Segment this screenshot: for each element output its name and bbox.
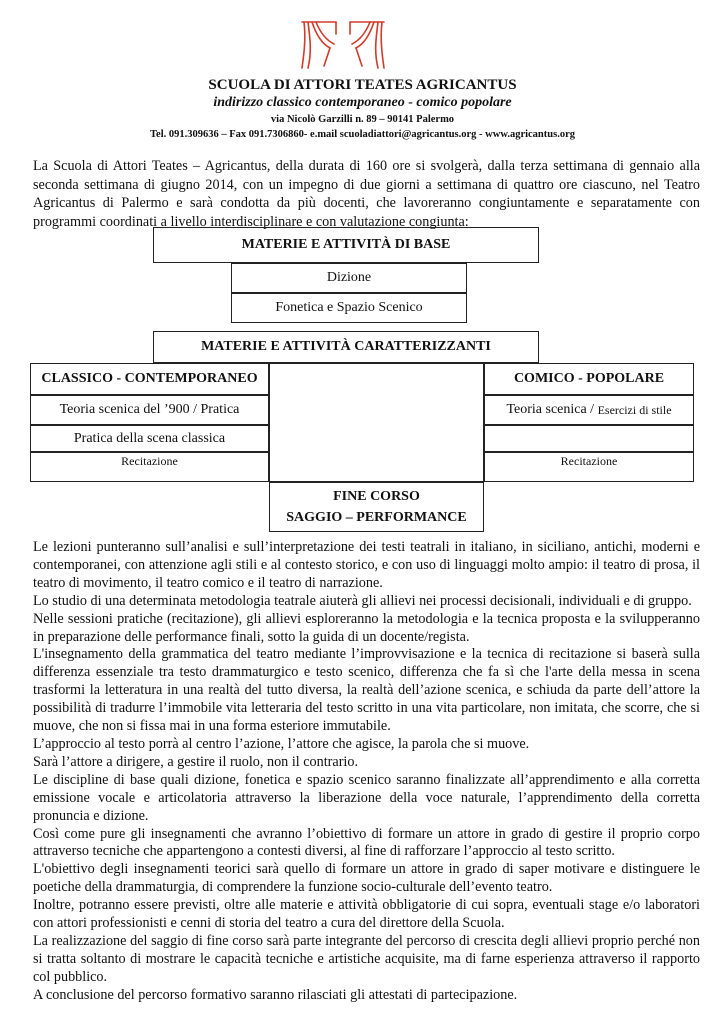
body-paragraph: Le discipline di base quali dizione, fonetica e spazio scenico saranno finalizzate all’apprendimento e alla corretta emissione vocale e articolatoria attraverso la liberazione della voce naturale, l’apprendimento della corretta pronuncia e dizione.	[33, 771, 700, 824]
body-paragraph: La realizzazione del saggio di fine corso sarà parte integrante del percorso di crescita degli allievi proprio perché non si tratta soltanto di mostrare le capacità tecniche e artistiche acquisite, ma di farne esperienza attraverso il rapporto col pubblico.	[33, 932, 700, 985]
comico-empty-cell	[484, 425, 694, 452]
theatre-curtain-icon	[296, 18, 390, 70]
comico-item-recitazione: Recitazione	[484, 452, 694, 482]
comico-title: COMICO - POPOLARE	[484, 363, 694, 395]
body-paragraph: Le lezioni punteranno sull’analisi e sull’interpretazione dei testi teatrali in italiano, in siciliano, antichi, moderni e contemporanei, con attenzione agli stili e al contesto storico, e con uso di linguaggi molto ampio: il teatro di prosa, il teatro di movimento, il teatro comico e il teatro di narrazione.	[33, 539, 700, 591]
classico-item-teoria: Teoria scenica del ’900 / Pratica	[30, 395, 269, 425]
body-paragraph: Così come pure gli insegnamenti che avranno l’obiettivo di formare un attore in grado di gestire il proprio corpo attraverso tecniche che appartengono a contesti diversi, al fine di rafforzare l’approccio al testo scritto.	[33, 825, 700, 860]
final-line-saggio: SAGGIO – PERFORMANCE	[286, 510, 467, 525]
char-subjects-title: MATERIE E ATTIVITÀ CARATTERIZZANTI	[153, 331, 539, 363]
school-contacts: Tel. 091.309636 – Fax 091.7306860- e.mail scuoladiattori@agricantus.org - www.agricantus.org	[150, 129, 575, 140]
final-line-fine-corso: FINE CORSO	[333, 489, 420, 504]
body-paragraph: Sarà l’attore a dirigere, a gestire il ruolo, non il contrario.	[33, 753, 359, 770]
middle-empty-cell	[269, 363, 484, 482]
comico-item-teoria-small: Esercizi di stile	[597, 402, 672, 417]
final-performance-cell	[269, 482, 484, 532]
classico-title: CLASSICO - CONTEMPORANEO	[30, 363, 269, 395]
comico-item-teoria	[484, 395, 694, 425]
body-paragraph: L'insegnamento della grammatica del teatro mediante l’improvvisazione e la tecnica di recitazione si baserà sulla differenza essenziale tra testo drammaturgico e testo scenico, differenza che fa sì che l'arte della messa in scena trasformi la letteratura in una realtà del tutto diversa, la realtà dell’azione scenica, e schiuda da parte dell’attore la possibilità di tradurre l’immobile vita letteraria del testo scritto in una vita particolare, non imitata, che scorre, che si muove, che non si fissa mai in una forma esteriore immutabile.	[33, 646, 700, 735]
body-paragraph: Inoltre, potranno essere previsti, oltre alle materie e attività obbligatorie di cui sopra, eventuali stage e/o laboratori con attori professionisti e cenni di storia del teatro a cura del direttore della Scuola.	[33, 897, 700, 932]
base-item-fonetica: Fonetica e Spazio Scenico	[231, 293, 467, 323]
classico-item-recitazione: Recitazione	[30, 452, 269, 482]
body-paragraph: Nelle sessioni pratiche (recitazione), gli allievi esploreranno la metodologia e la tecnica proposta e la svilupperanno in preparazione delle performance finali, sotto la guida di un docente/regista.	[33, 610, 700, 645]
body-paragraph: L’approccio al testo porrà al centro l’azione, l’attore che agisce, la parola che si muove.	[33, 735, 530, 752]
comico-item-teoria-main: Teoria scenica /	[506, 402, 598, 417]
body-paragraph: L'obiettivo degli insegnamenti teorici sarà quello di formare un attore in grado di saper motivare e distinguere le poetiche della drammaturgia, di comprendere la funzione socio-culturale dell’evento teatro.	[33, 861, 700, 896]
base-item-dizione: Dizione	[231, 263, 467, 293]
body-paragraph: A conclusione del percorso formativo saranno rilasciati gli attestati di partecipazione.	[33, 986, 518, 1003]
body-text	[33, 539, 700, 1005]
school-address: via Nicolò Garzilli n. 89 – 90141 Palermo	[270, 114, 455, 125]
body-paragraph: Lo studio di una determinata metodologia teatrale aiuterà gli allievi nei processi decisionali, individuali e di gruppo.	[33, 592, 692, 609]
base-subjects-title: MATERIE E ATTIVITÀ DI BASE	[153, 227, 539, 263]
school-name: SCUOLA DI ATTORI TEATES AGRICANTUS	[208, 77, 517, 93]
intro-paragraph: La Scuola di Attori Teates – Agricantus, della durata di 160 ore si svolgerà, dalla terza settimana di gennaio alla seconda settimana di giugno 2014, con un impegno di due giorni a settimana di quattro ore ciascuno, nel Teatro Agricantus di Palermo e sarà condotta da più docenti, che lavoreranno congiuntamente e separatamente con programmi coordinati a livello interdisciplinare e con valutazione congiunta:	[33, 158, 700, 230]
school-subtitle: indirizzo classico contemporaneo - comico popolare	[213, 95, 512, 110]
classico-item-pratica: Pratica della scena classica	[30, 425, 269, 452]
